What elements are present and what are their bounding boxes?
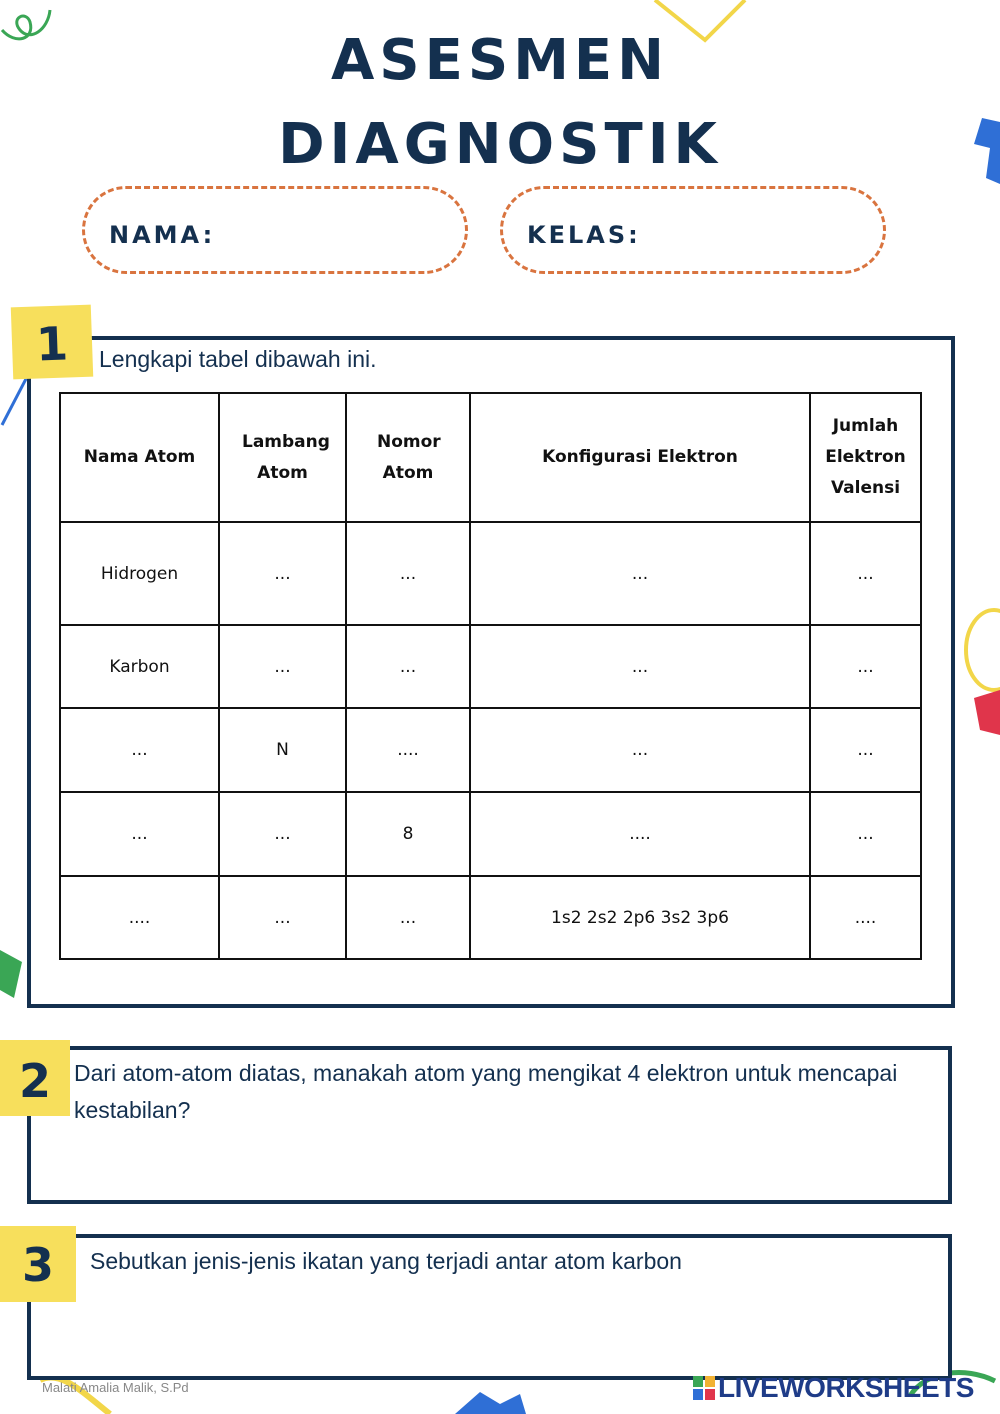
table-cell[interactable]: ...	[810, 625, 921, 708]
bottom-blue-doodle	[450, 1390, 530, 1414]
author-credit: Malati Amalia Malik, S.Pd	[42, 1380, 189, 1395]
table-cell[interactable]: ...	[219, 792, 346, 876]
table-cell[interactable]: ...	[346, 625, 470, 708]
table-cell[interactable]: ...	[346, 876, 470, 959]
column-header: Lambang Atom	[219, 393, 346, 522]
table-cell: 8	[346, 792, 470, 876]
table-header-row	[60, 393, 921, 522]
liveworksheets-brand[interactable]: LIVEWORKSHEETS	[718, 1372, 974, 1403]
table-cell[interactable]: ...	[810, 522, 921, 625]
table-row	[60, 625, 921, 708]
question1-prompt: Lengkapi tabel dibawah ini.	[99, 346, 377, 372]
red-shape-doodle	[972, 690, 1000, 740]
table-cell: 1s2 2s2 2p6 3s2 3p6	[470, 876, 810, 959]
table-cell[interactable]: ...	[219, 876, 346, 959]
table-row	[60, 522, 921, 625]
table-cell[interactable]: ...	[470, 625, 810, 708]
table-cell[interactable]: ....	[470, 792, 810, 876]
green-shape-doodle	[0, 950, 22, 1000]
table-cell[interactable]: ....	[810, 876, 921, 959]
page-title-line1: ASESMEN	[330, 28, 670, 93]
table-cell: N	[219, 708, 346, 792]
column-header: Jumlah Elektron Valensi	[810, 393, 921, 522]
column-header: Nomor Atom	[346, 393, 470, 522]
question2-number-badge: 2	[0, 1040, 70, 1116]
table-row	[60, 792, 921, 876]
column-header: Nama Atom	[60, 393, 219, 522]
atom-table	[59, 392, 922, 960]
table-cell: Karbon	[60, 625, 219, 708]
name-field[interactable]	[82, 186, 468, 274]
table-row	[60, 876, 921, 959]
table-cell[interactable]: ...	[60, 708, 219, 792]
liveworksheets-logo-icon	[693, 1376, 715, 1400]
question1-number-badge: 1	[11, 305, 93, 380]
table-cell[interactable]: ...	[470, 708, 810, 792]
page-title-line2: DIAGNOSTIK	[278, 112, 722, 177]
table-cell: Hidrogen	[60, 522, 219, 625]
table-cell[interactable]: ...	[810, 792, 921, 876]
table-cell[interactable]: ...	[346, 522, 470, 625]
class-field[interactable]	[500, 186, 886, 274]
table-cell[interactable]: ...	[470, 522, 810, 625]
class-label: KELAS:	[527, 221, 641, 249]
table-cell[interactable]: ...	[810, 708, 921, 792]
question3-number-badge: 3	[0, 1226, 76, 1302]
table-cell[interactable]: ....	[346, 708, 470, 792]
table-cell[interactable]: ....	[60, 876, 219, 959]
question3-prompt: Sebutkan jenis-jenis ikatan yang terjadi antar atom karbon	[90, 1248, 682, 1274]
table-cell[interactable]: ...	[60, 792, 219, 876]
question2-prompt: Dari atom-atom diatas, manakah atom yang mengikat 4 elektron untuk mencapai kestabilan?	[74, 1060, 898, 1123]
table-cell[interactable]: ...	[219, 522, 346, 625]
column-header: Konfigurasi Elektron	[470, 393, 810, 522]
name-label: NAMA:	[109, 221, 216, 249]
table-cell[interactable]: ...	[219, 625, 346, 708]
table-row	[60, 708, 921, 792]
